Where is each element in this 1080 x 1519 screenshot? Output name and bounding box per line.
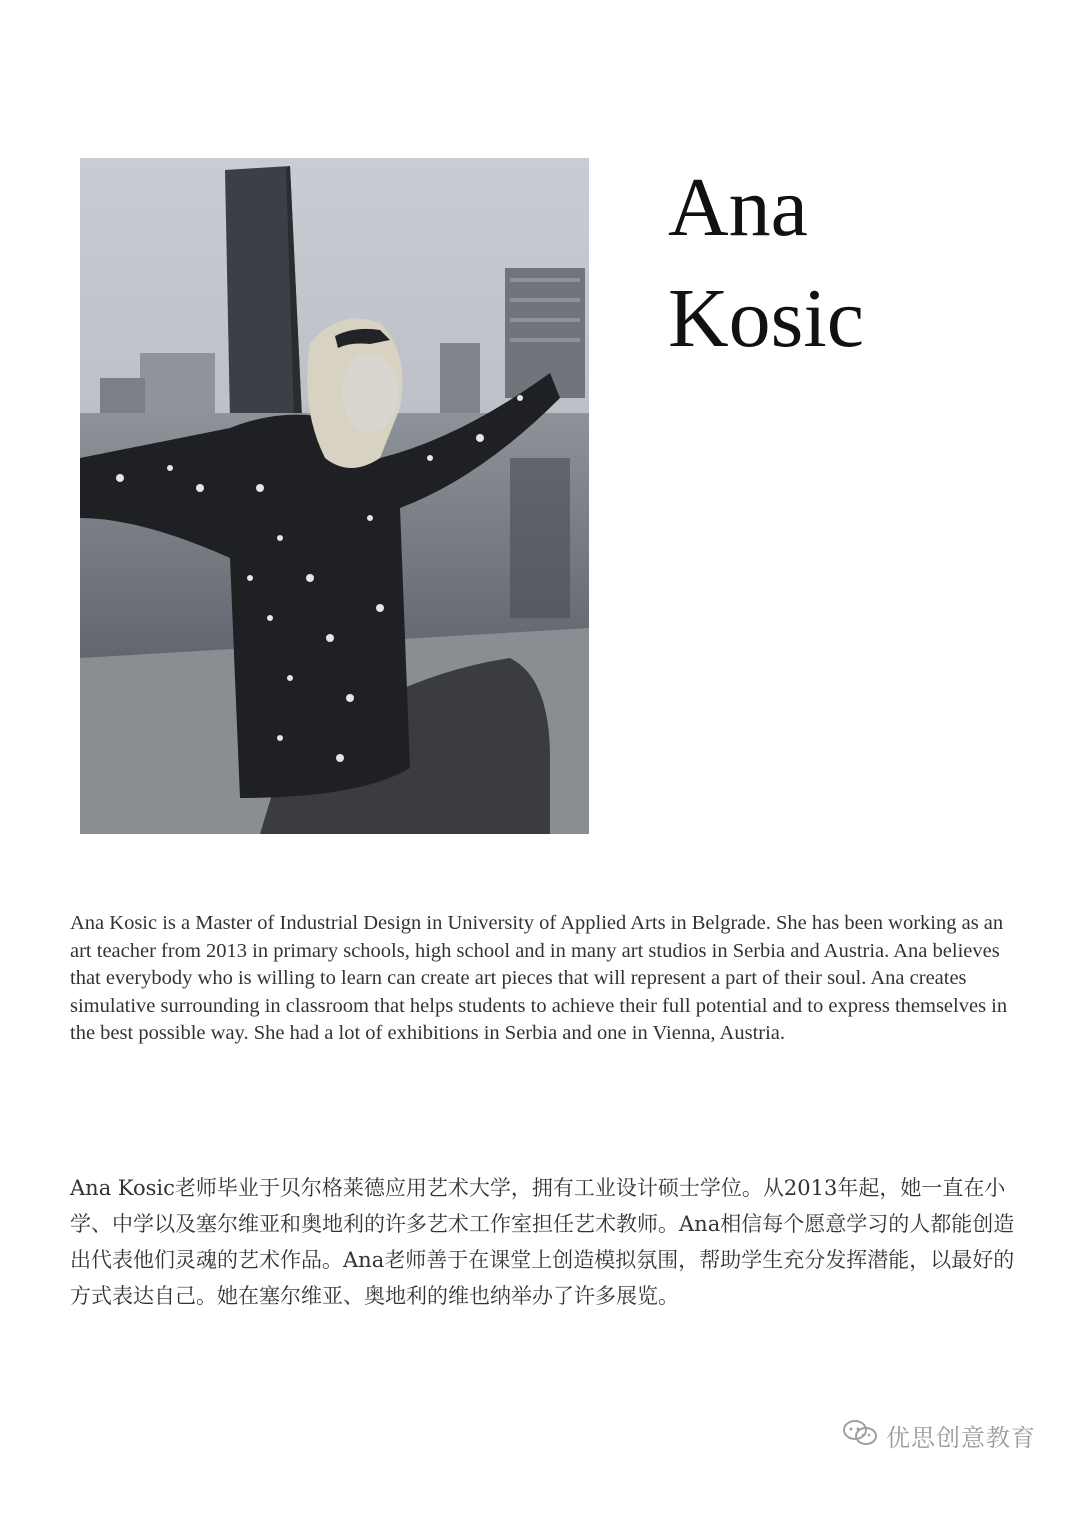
portrait-photo — [80, 158, 589, 834]
wechat-icon — [842, 1418, 878, 1453]
last-name: Kosic — [668, 272, 864, 365]
first-name: Ana — [668, 161, 808, 254]
bio-chinese: Ana Kosic老师毕业于贝尔格莱德应用艺术大学，拥有工业设计硕士学位。从2013年起，她一直在小学、中学以及塞尔维亚和奥地利的许多艺术工作室担任艺术教师。Ana相信每个愿意学习的人都能创造出代表他们灵魂的艺术作品。Ana老师善于在课堂上创造模拟氛围，帮助学生充分发挥潜能，以最好的方式表达自己。她在塞尔维亚、奥地利的维也纳举办了许多展览。 — [70, 1176, 1015, 1308]
watermark — [842, 1418, 1036, 1452]
bio-english: Ana Kosic is a Master of Industrial Design in University of Applied Arts in Belgrade. She has been working as an art teacher from 2013 in primary schools, high school and in many art studios in Serbia and Austria. Ana believes that everybody who is willing to learn can create art pieces that will represent a part of their soul. Ana creates simulative surrounding in classroom that helps students to achieve their full potential and to express themselves in the best possible way. She had a lot of exhibitions in Serbia and one in Vienna, Austria. — [70, 912, 1008, 1045]
teacher-name — [668, 152, 864, 374]
watermark-text: 优思创意教育 — [886, 1423, 1036, 1452]
